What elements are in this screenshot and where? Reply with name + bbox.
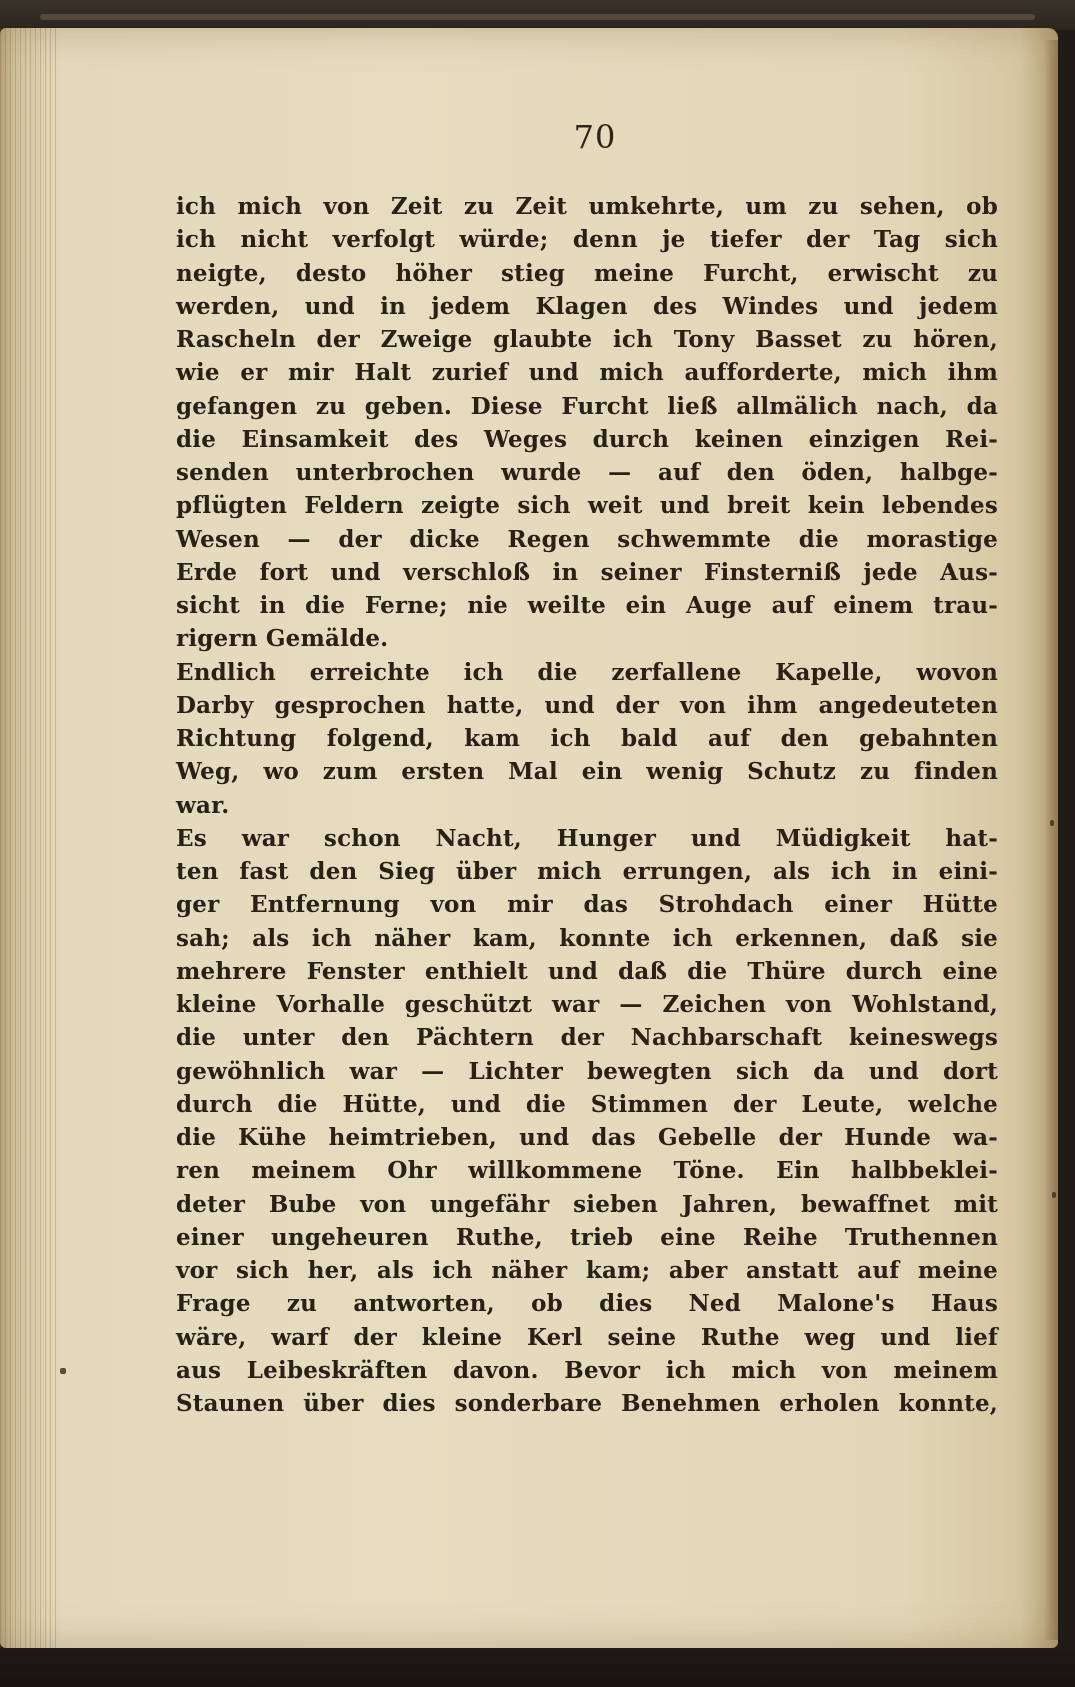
text-line: senden unterbrochen wurde — auf den öden, halbge- (176, 459, 998, 486)
text-line: gewöhnlich war — Lichter bewegten sich da und dort (176, 1057, 998, 1085)
text-line: gefangen zu geben. Diese Furcht ließ allmälich nach, da (176, 392, 998, 420)
ink-speck (1052, 1192, 1056, 1198)
text-line: Staunen über dies sonderbare Benehmen erholen konnte, (176, 1390, 998, 1417)
ink-speck (60, 1368, 66, 1374)
text-line: sah; als ich näher kam, konnte ich erkennen, daß sie (176, 924, 998, 952)
text-line: rigern Gemälde. (176, 625, 389, 653)
text-line: die Einsamkeit des Weges durch keinen einzigen Rei- (176, 425, 998, 453)
text-line: Es war schon Nacht, Hunger und Müdigkeit hat- (176, 824, 998, 852)
text-line: aus Leibeskräften davon. Bevor ich mich von meinem (176, 1356, 998, 1384)
text-line: wäre, warf der kleine Kerl seine Ruthe weg und lief (176, 1323, 998, 1351)
text-line: mehrere Fenster enthielt und daß die Thüre durch eine (176, 957, 998, 985)
text-line: wie er mir Halt zurief und mich aufforderte, mich ihm (176, 359, 998, 387)
text-line: deter Bube von ungefähr sieben Jahren, bewaffnet mit (176, 1190, 998, 1218)
text-line: ren meinem Ohr willkommene Töne. Ein halbbeklei- (176, 1157, 998, 1185)
page-fold-shadow (1044, 40, 1058, 1640)
text-line: ger Entfernung von mir das Strohdach einer Hütte (176, 891, 998, 919)
text-line: kleine Vorhalle geschützt war — Zeichen von Wohlstand, (176, 991, 998, 1018)
text-line: die Kühe heimtrieben, und das Gebelle der Hunde wa- (176, 1124, 998, 1151)
text-line: ten fast den Sieg über mich errungen, als ich in eini- (176, 858, 998, 885)
text-line: war. (176, 791, 230, 819)
text-line: die unter den Pächtern der Nachbarschaft keineswegs (176, 1024, 998, 1052)
text-line: Richtung folgend, kam ich bald auf den gebahnten (176, 725, 998, 752)
book-top-edge (0, 0, 1075, 30)
text-line: pflügten Feldern zeigte sich weit und breit kein lebendes (176, 492, 998, 520)
text-line: sicht in die Ferne; nie weilte ein Auge auf einem trau- (176, 592, 998, 619)
text-line: neigte, desto höher stieg meine Furcht, erwischt zu (176, 259, 998, 287)
text-line: Endlich erreichte ich die zerfallene Kapelle, wovon (176, 658, 998, 686)
page-number: 70 (573, 118, 617, 156)
text-line: werden, und in jedem Klagen des Windes und jedem (176, 292, 998, 320)
text-line: Darby gesprochen hatte, und der von ihm angedeuteten (176, 691, 998, 719)
text-line: ich mich von Zeit zu Zeit umkehrte, um zu sehen, ob (176, 193, 998, 220)
text-line: Weg, wo zum ersten Mal ein wenig Schutz zu finden (176, 758, 998, 786)
text-line: vor sich her, als ich näher kam; aber anstatt auf meine (176, 1257, 998, 1284)
text-line: Rascheln der Zweige glaubte ich Tony Basset zu hören, (176, 326, 998, 353)
page-stack-edge (0, 28, 60, 1648)
body-text (176, 190, 998, 1420)
text-line: Erde fort und verschloß in seiner Finsterniß jede Aus- (176, 558, 998, 586)
text-line: Wesen — der dicke Regen schwemmte die morastige (176, 525, 998, 553)
text-line: einer ungeheuren Ruthe, trieb eine Reihe Truthennen (176, 1223, 998, 1251)
text-line: Frage zu antworten, ob dies Ned Malone's Haus (176, 1290, 998, 1318)
text-line: durch die Hütte, und die Stimmen der Leute, welche (176, 1090, 998, 1118)
text-line: ich nicht verfolgt würde; denn je tiefer der Tag sich (176, 226, 998, 254)
ink-speck (1050, 820, 1054, 826)
